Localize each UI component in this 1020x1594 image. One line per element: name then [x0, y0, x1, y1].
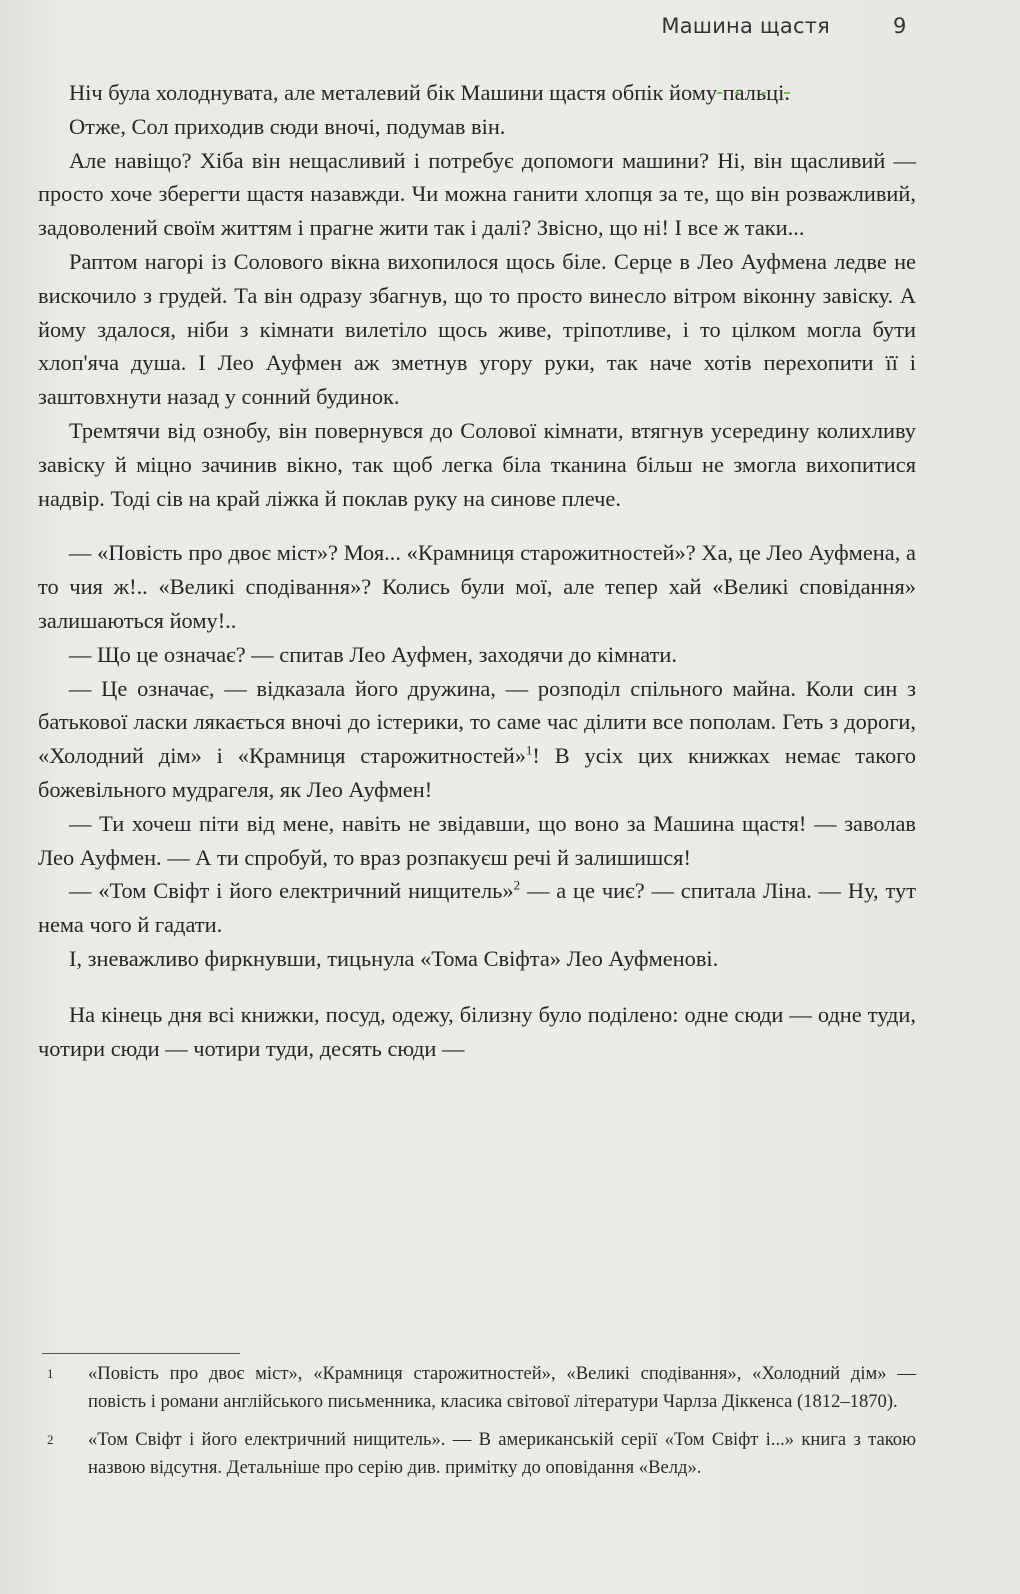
paragraph: Тремтячи від ознобу, він повернувся до Солової кімнати, втягнув усередину колихливу завіску й міцно зачинив вікно, так щоб легка біла тканина більш не змогла вихопитися надвір. Тоді сів на край ліжка й поклав руку на синове плече.: [38, 417, 916, 511]
dialogue-paragraph: [38, 672, 916, 807]
paragraph: І, зневажливо фиркнувши, тицьнула «Тома Свіфта» Лео Ауфменові.: [69, 945, 719, 971]
running-head: [0, 14, 910, 38]
footnote-text: «Том Свіфт і його електричний нищитель». — В американській серії «Том Свіфт і...» книга з такою назвою відсутня. Детальніше про серію див. примітку до оповідання «Велд».: [88, 1429, 916, 1478]
paragraph-text: — Це означає, — відказала його дружина, — розподіл спільного майна. Коли син з батькової ласки лякається вночі до істерики, то саме час ділити все пополам. Геть з дороги, «Холодний дім» і «Крамниця старожитностей»: [38, 675, 916, 769]
highlighted-text: йому пальці.: [668, 80, 790, 105]
paragraph-text: Ніч була холоднувата, але металевий бік Машини щастя обпік: [69, 80, 664, 105]
footnote-text: «Повість про двоє міст», «Крамниця старожитностей», «Великі сподівання», «Холодний дім» — повість і романи англійського письменника, класика світової літератури Чарлза Діккенса (1812–1870).: [88, 1363, 916, 1412]
page-number: 9: [893, 14, 907, 38]
paragraph-text: — «Том Свіфт і його електричний нищитель»: [69, 878, 514, 904]
footnotes: [42, 1360, 916, 1492]
footnote-ref[interactable]: 1: [525, 742, 533, 758]
dialogue-paragraph: — Ти хочеш піти від мене, навіть не звідавши, що воно за Машина щастя! — заволав Лео Ауфмен. — А ти спробуй, то враз розпакуєш речі й залишишся!: [38, 810, 916, 870]
paragraph: Раптом нагорі із Солового вікна вихопилося щось біле. Серце в Лео Ауфмена ледве не вискочило з грудей. Та він одразу збагнув, що то просто винесло вітром віконну завіску. А йому здалося, ніби з кімнати вилетіло щось живе, тріпотливе, і то цілком могла бути хлоп'яча душа. І Лео Ауфмен аж зметнув угору руки, так наче хотів перехопити її і заштовхнути назад у сонний будинок.: [38, 248, 916, 410]
footnote-divider: [42, 1353, 240, 1354]
running-title: Машина щастя: [661, 14, 830, 38]
section-break: [38, 515, 916, 536]
dialogue-paragraph: — Що це означає? — спитав Лео Ауфмен, заходячи до кімнати.: [69, 641, 677, 667]
footnote: [42, 1426, 916, 1482]
dialogue-paragraph: — «Повість про двоє міст»? Моя... «Крамниця старожитностей»? Ха, це Лео Ауфмена, а то чия ж!.. «Великі сподівання»? Колись були мої, але тепер хай «Великі сповідання» залишаються йому!..: [38, 540, 916, 633]
paragraph: На кінець дня всі книжки, посуд, одежу, білизну було поділено: одне сюди — одне туди, чотири сюди — чотири туди, десять сюди —: [38, 1001, 916, 1061]
footnote-number: 2: [47, 1432, 54, 1447]
paragraph: [38, 76, 916, 110]
footnote-ref[interactable]: 2: [513, 877, 521, 893]
dialogue-paragraph: [38, 874, 916, 942]
paragraph: Отже, Сол приходив сюди вночі, подумав він.: [69, 113, 506, 139]
section-break: [38, 976, 916, 998]
paragraph-text: — а це чиє? — спитала Ліна. — Ну, тут нема чого й гадати.: [38, 878, 916, 938]
paragraph: Але навіщо? Хіба він нещасливий і потребує допомоги машини? Ні, він щасливий — просто хоче зберегти щастя назавжди. Чи можна ганити хлопця за те, що він розважливий, задоволений своїм життям і прагне жити так і далі? Звісно, що ні! І все ж таки...: [38, 147, 916, 241]
footnote: [42, 1360, 916, 1416]
main-text: [38, 76, 916, 1065]
paragraph-text: ! В усіх цих книжках немає такого божевільного мудрагеля, як Лео Ауфмен!: [38, 743, 916, 802]
footnote-number: 1: [47, 1366, 54, 1381]
